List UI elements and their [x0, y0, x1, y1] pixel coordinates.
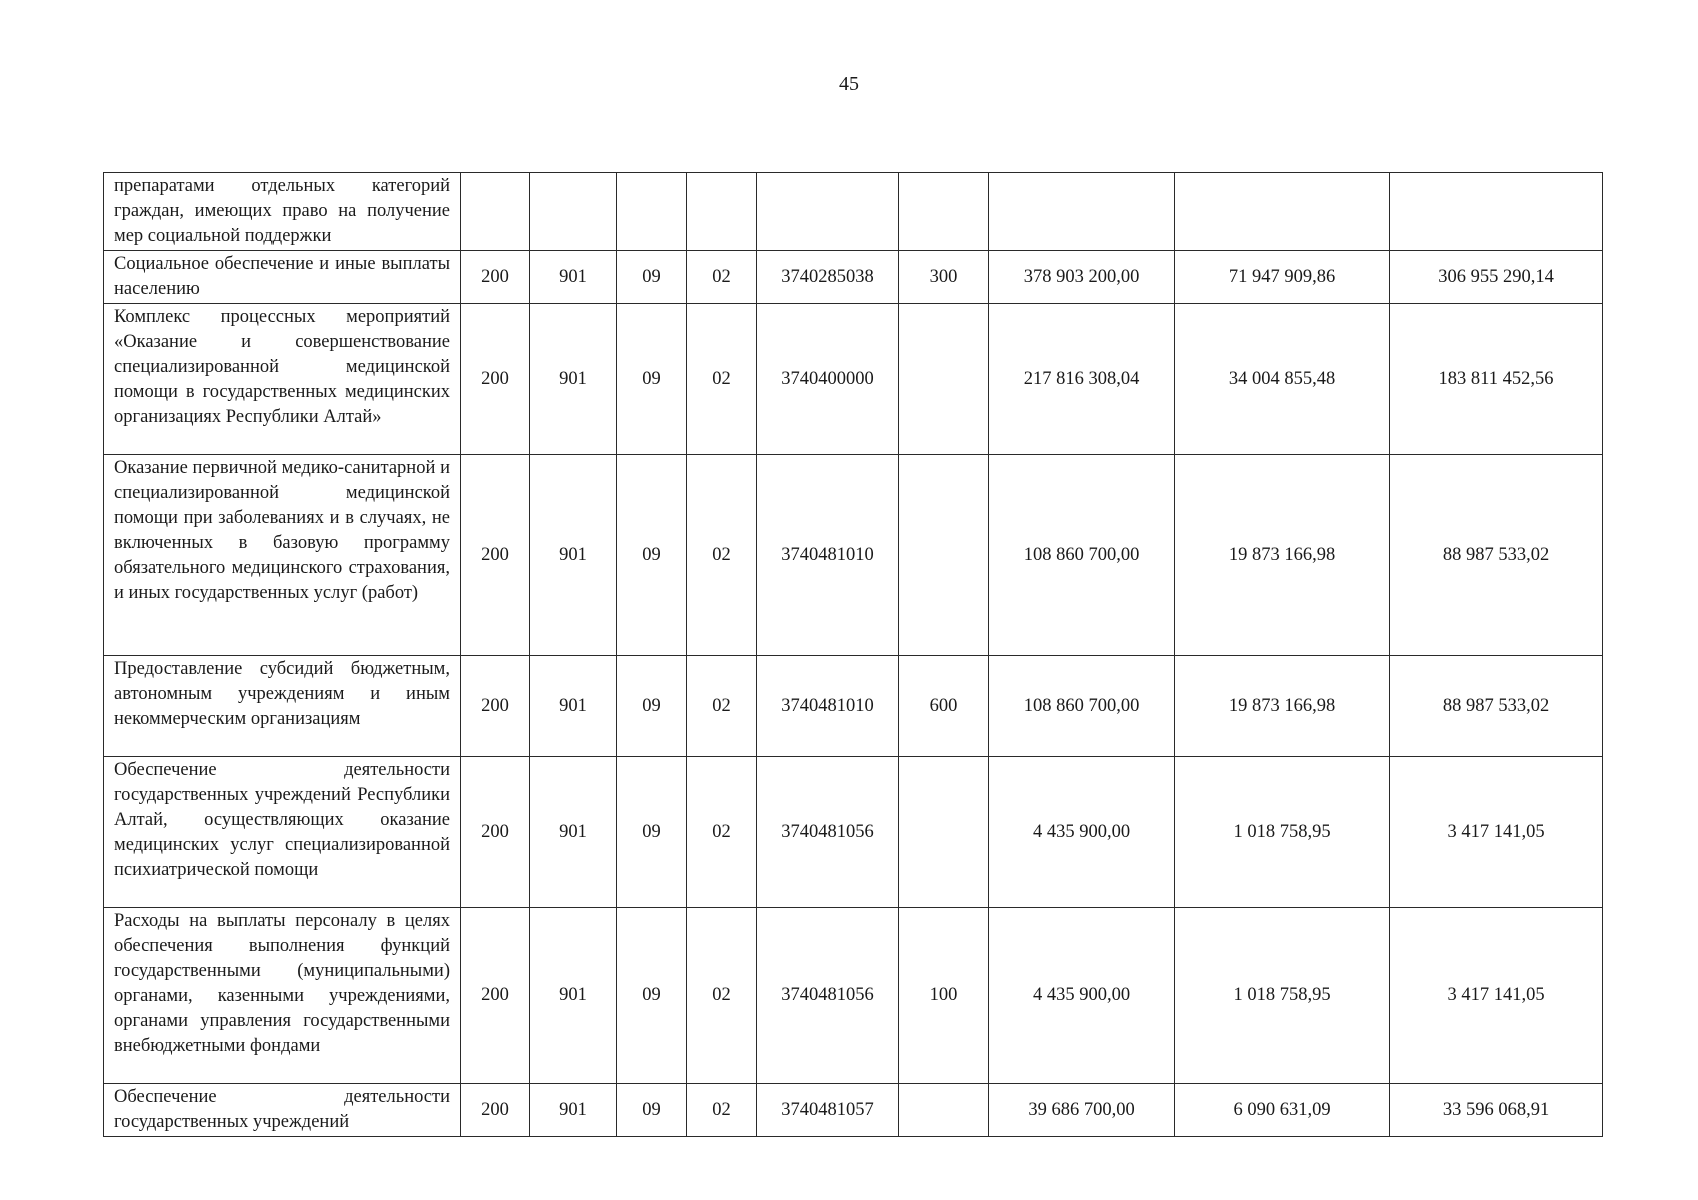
cell-grbs: 901 — [530, 656, 617, 757]
cell-grbs — [530, 173, 617, 251]
cell-plan-amount — [989, 173, 1175, 251]
cell-target-article: 3740285038 — [757, 251, 899, 304]
table-row — [104, 304, 1603, 455]
cell-code: 200 — [461, 656, 530, 757]
table-row — [104, 757, 1603, 908]
cell-plan-amount: 39 686 700,00 — [989, 1084, 1175, 1137]
cell-subsection: 02 — [687, 1084, 757, 1137]
cell-section: 09 — [617, 1084, 687, 1137]
cell-target-article: 3740481010 — [757, 455, 899, 656]
table-row — [104, 1084, 1603, 1137]
cell-code: 200 — [461, 251, 530, 304]
cell-remainder-amount: 306 955 290,14 — [1390, 251, 1603, 304]
cell-executed-amount: 19 873 166,98 — [1175, 656, 1390, 757]
cell-code: 200 — [461, 908, 530, 1084]
cell-expense-type: 300 — [899, 251, 989, 304]
cell-expense-type — [899, 304, 989, 455]
cell-target-article — [757, 173, 899, 251]
cell-plan-amount: 217 816 308,04 — [989, 304, 1175, 455]
table-row — [104, 173, 1603, 251]
cell-plan-amount: 4 435 900,00 — [989, 757, 1175, 908]
cell-section: 09 — [617, 455, 687, 656]
cell-executed-amount: 1 018 758,95 — [1175, 757, 1390, 908]
cell-plan-amount: 4 435 900,00 — [989, 908, 1175, 1084]
row-description: Расходы на выплаты персоналу в целях обеспечения выполнения функций государственными (муниципальными) органами, казенными учреждениями, органами управления государственными внебюджетными фондами — [104, 908, 461, 1084]
cell-code: 200 — [461, 757, 530, 908]
row-description: Социальное обеспечение и иные выплаты населению — [104, 251, 461, 304]
cell-executed-amount: 6 090 631,09 — [1175, 1084, 1390, 1137]
cell-executed-amount: 34 004 855,48 — [1175, 304, 1390, 455]
table-row — [104, 251, 1603, 304]
table-row — [104, 455, 1603, 656]
cell-section: 09 — [617, 251, 687, 304]
row-description: Оказание первичной медико-санитарной и специализированной медицинской помощи при заболеваниях и в случаях, не включенных в базовую программу обязательного медицинского страхования, и иных государственных услуг (работ) — [104, 455, 461, 656]
cell-subsection — [687, 173, 757, 251]
cell-plan-amount: 108 860 700,00 — [989, 455, 1175, 656]
cell-expense-type — [899, 757, 989, 908]
cell-target-article: 3740481056 — [757, 757, 899, 908]
page-number: 45 — [839, 73, 859, 95]
cell-target-article: 3740481056 — [757, 908, 899, 1084]
cell-grbs: 901 — [530, 757, 617, 908]
cell-remainder-amount — [1390, 173, 1603, 251]
cell-remainder-amount: 3 417 141,05 — [1390, 908, 1603, 1084]
cell-section: 09 — [617, 757, 687, 908]
cell-remainder-amount: 88 987 533,02 — [1390, 455, 1603, 656]
cell-grbs: 901 — [530, 251, 617, 304]
cell-executed-amount: 19 873 166,98 — [1175, 455, 1390, 656]
cell-expense-type — [899, 1084, 989, 1137]
cell-code: 200 — [461, 1084, 530, 1137]
cell-remainder-amount: 183 811 452,56 — [1390, 304, 1603, 455]
cell-subsection: 02 — [687, 656, 757, 757]
cell-remainder-amount: 33 596 068,91 — [1390, 1084, 1603, 1137]
row-description: Комплекс процессных мероприятий «Оказание и совершенствование специализированной медицинской помощи в государственных медицинских организациях Республики Алтай» — [104, 304, 461, 455]
cell-subsection: 02 — [687, 251, 757, 304]
cell-executed-amount: 1 018 758,95 — [1175, 908, 1390, 1084]
cell-plan-amount: 378 903 200,00 — [989, 251, 1175, 304]
cell-grbs: 901 — [530, 908, 617, 1084]
cell-grbs: 901 — [530, 304, 617, 455]
row-description: препаратами отдельных категорий граждан, имеющих право на получение мер социальной поддержки — [104, 173, 461, 251]
budget-table — [103, 172, 1603, 1137]
cell-subsection: 02 — [687, 455, 757, 656]
cell-target-article: 3740400000 — [757, 304, 899, 455]
cell-section: 09 — [617, 656, 687, 757]
table-row — [104, 656, 1603, 757]
cell-expense-type — [899, 173, 989, 251]
cell-target-article: 3740481010 — [757, 656, 899, 757]
row-description: Обеспечение деятельности государственных учреждений — [104, 1084, 461, 1137]
cell-grbs: 901 — [530, 1084, 617, 1137]
row-description: Обеспечение деятельности государственных учреждений Республики Алтай, осуществляющих оказание медицинских услуг специализированной психиатрической помощи — [104, 757, 461, 908]
row-description: Предоставление субсидий бюджетным, автономным учреждениям и иным некоммерческим организациям — [104, 656, 461, 757]
cell-expense-type: 600 — [899, 656, 989, 757]
cell-subsection: 02 — [687, 908, 757, 1084]
cell-subsection: 02 — [687, 757, 757, 908]
table-row — [104, 908, 1603, 1084]
cell-code: 200 — [461, 304, 530, 455]
cell-remainder-amount: 88 987 533,02 — [1390, 656, 1603, 757]
cell-subsection: 02 — [687, 304, 757, 455]
cell-plan-amount: 108 860 700,00 — [989, 656, 1175, 757]
cell-section — [617, 173, 687, 251]
cell-grbs: 901 — [530, 455, 617, 656]
cell-expense-type: 100 — [899, 908, 989, 1084]
cell-expense-type — [899, 455, 989, 656]
cell-section: 09 — [617, 908, 687, 1084]
cell-code: 200 — [461, 455, 530, 656]
cell-remainder-amount: 3 417 141,05 — [1390, 757, 1603, 908]
cell-target-article: 3740481057 — [757, 1084, 899, 1137]
cell-executed-amount — [1175, 173, 1390, 251]
cell-code — [461, 173, 530, 251]
cell-section: 09 — [617, 304, 687, 455]
cell-executed-amount: 71 947 909,86 — [1175, 251, 1390, 304]
